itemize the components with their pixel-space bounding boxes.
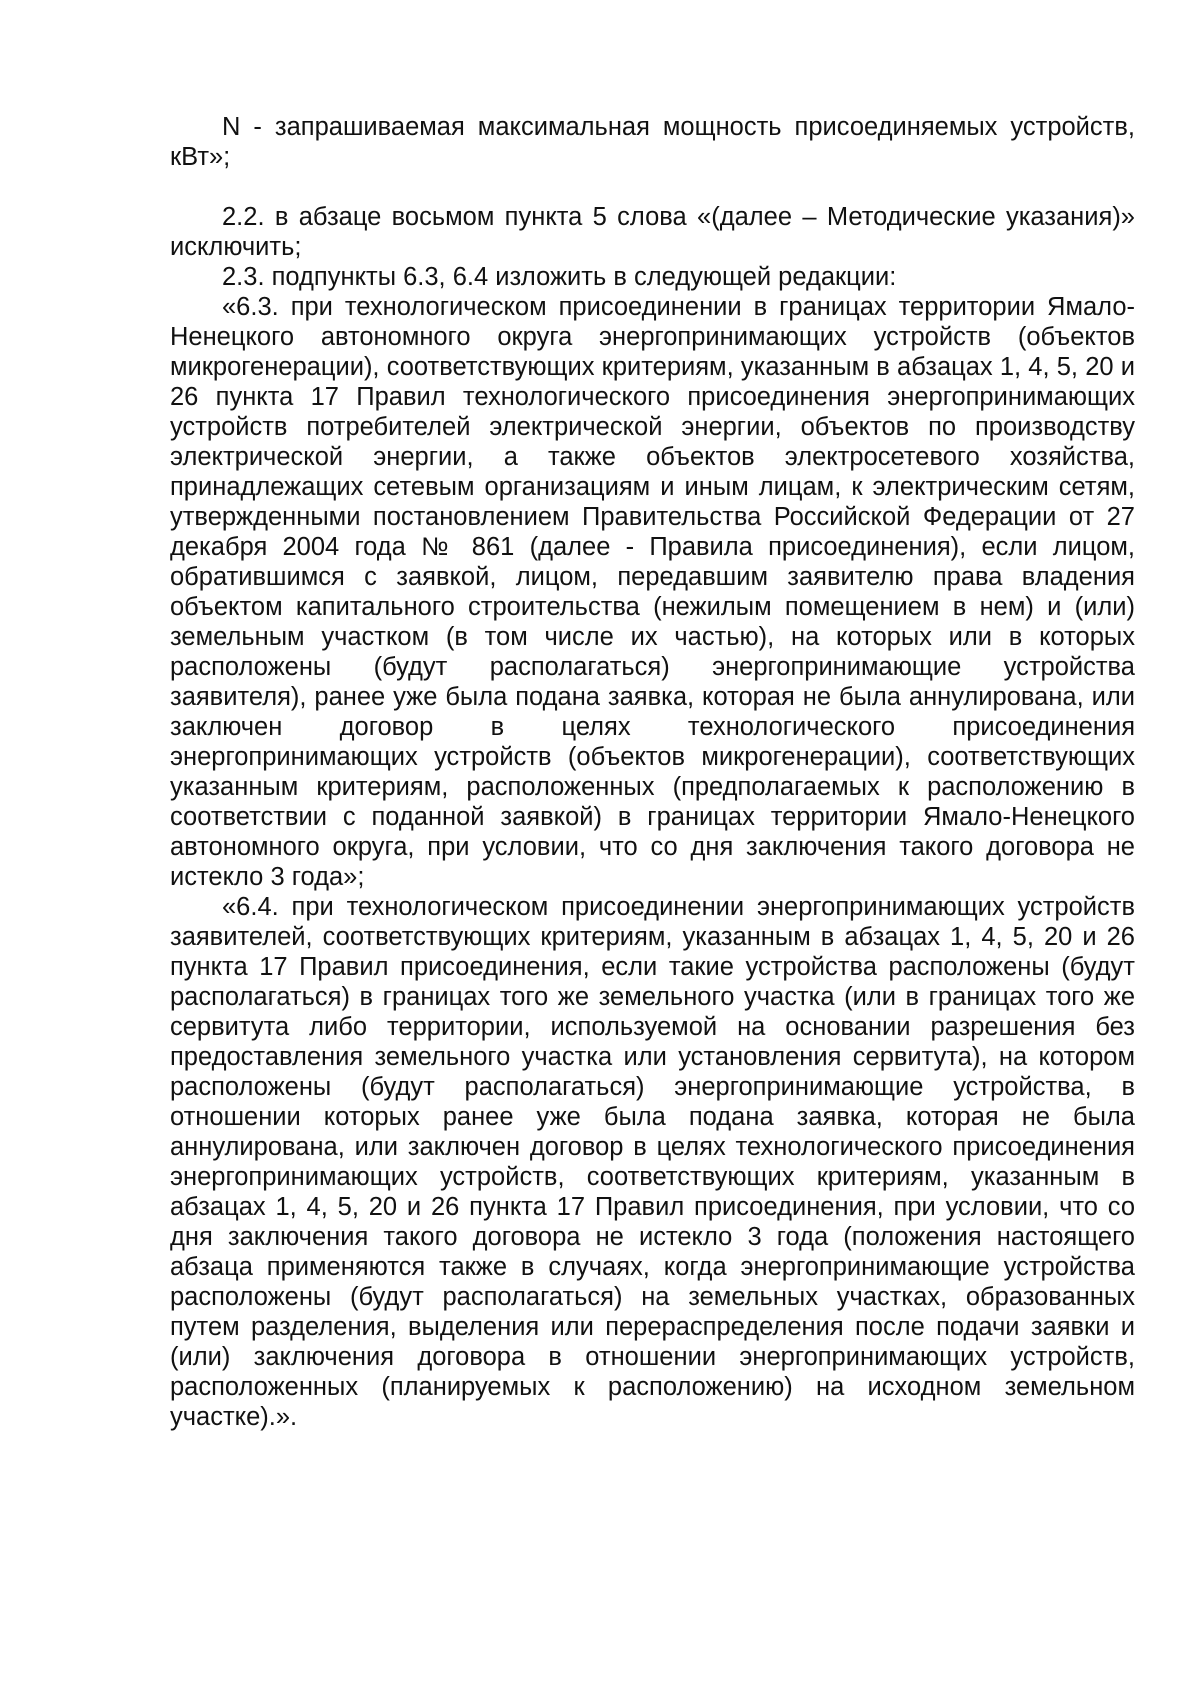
paragraph-n-definition: N - запрашиваемая максимальная мощность присоединяемых устройств, кВт»; — [170, 113, 1135, 171]
paragraph-2-2: 2.2. в абзаце восьмом пункта 5 слова «(далее – Методические указания)» исключить; — [170, 203, 1135, 261]
paragraph-6-4: «6.4. при технологическом присоединении энергопринимающих устройств заявителей, соответствующих критериям, указанным в абзацах 1, 4, 5, 20 и 26 пункта 17 Правил присоединения, если такие устройства расположены (будут располагаться) в границах того же земельного участка (или в границах того же сервитута либо территории, используемой на основании разрешения без предоставления земельного участка или установления сервитута), на котором расположены (будут располагаться) энергопринимающие устройства, в отношении которых ранее уже была подана заявка, которая не была аннулирована, или заключен договор в целях технологического присоединения энергопринимающих устройств, соответствующих критериям, указанным в абзацах 1, 4, 5, 20 и 26 пункта 17 Правил присоединения, при условии, что со дня заключения такого договора не истекло 3 года (положения настоящего абзаца применяются также в случаях, когда энергопринимающие устройства расположены (будут располагаться) на земельных участках, образованных путем разделения, выделения или перераспределения после подачи заявки и (или) заключения договора в отношении энергопринимающих устройств, расположенных (планируемых к расположению) на исходном земельном участке).». — [170, 893, 1135, 1431]
paragraph-6-3: «6.3. при технологическом присоединении в границах территории Ямало-Ненецкого автономного округа энергопринимающих устройств (объектов микрогенерации), соответствующих критериям, указанным в абзацах 1, 4, 5, 20 и 26 пункта 17 Правил технологического присоединения энергопринимающих устройств потребителей электрической энергии, объектов по производству электрической энергии, а также объектов электросетевого хозяйства, принадлежащих сетевым организациям и иным лицам, к электрическим сетям, утвержденными постановлением Правительства Российской Федерации от 27 декабря 2004 года № 861 (далее - Правила присоединения), если лицом, обратившимся с заявкой, лицом, передавшим заявителю права владения объектом капитального строительства (нежилым помещением в нем) и (или) земельным участком (в том числе их частью), на которых или в которых расположены (будут располагаться) энергопринимающие устройства заявителя), ранее уже была подана заявка, которая не была аннулирована, или заключен договор в целях технологического присоединения энергопринимающих устройств (объектов микрогенерации), соответствующих указанным критериям, расположенных (предполагаемых к расположению в соответствии с поданной заявкой) в границах территории Ямало-Ненецкого автономного округа, при условии, что со дня заключения такого договора не истекло 3 года»; — [170, 293, 1135, 891]
document-page — [170, 112, 1135, 1432]
paragraph-2-3: 2.3. подпункты 6.3, 6.4 изложить в следующей редакции: — [222, 263, 897, 291]
